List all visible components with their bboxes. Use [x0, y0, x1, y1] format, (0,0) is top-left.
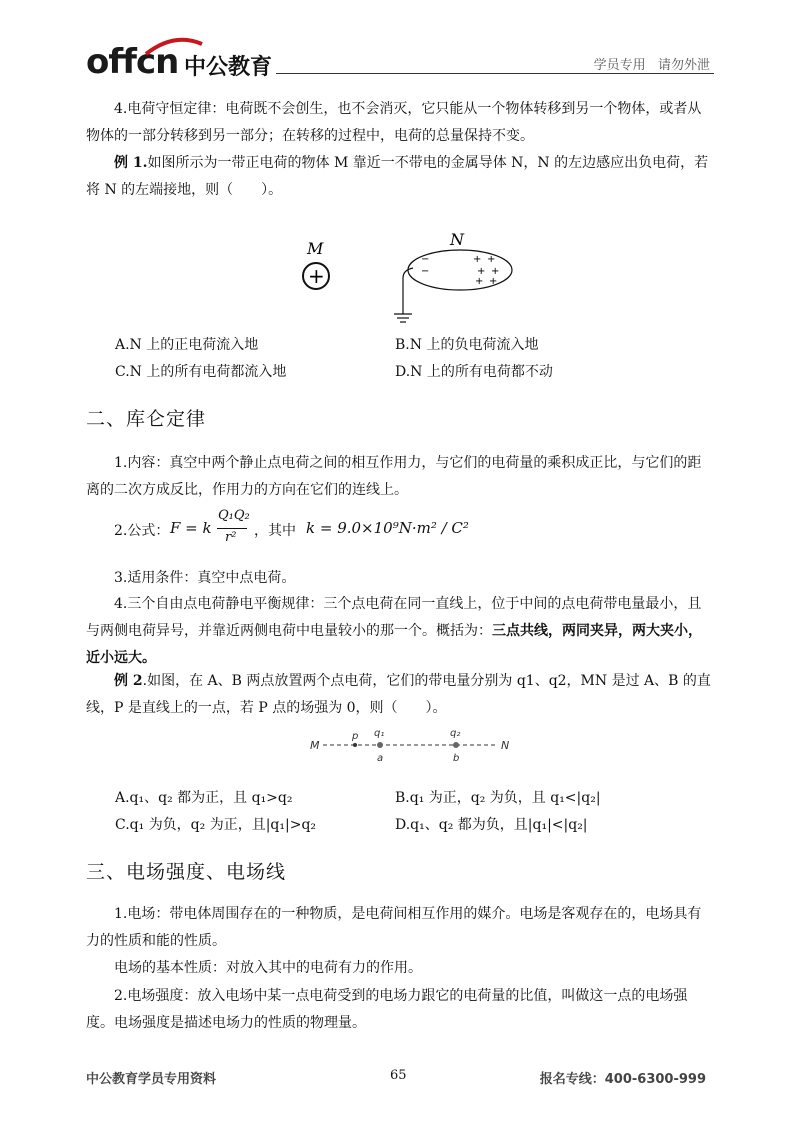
neg-charge-1: − [421, 254, 430, 265]
ex1-option-c: C.N 上的所有电荷都流入地 [115, 364, 287, 380]
ex2-option-a: A.q₁、q₂ 都为正，且 q₁>q₂ [115, 790, 293, 806]
ex2-option-c: C.q₁ 为负，q₂ 为正，且|q₁|>q₂ [115, 817, 317, 833]
formula-k: k = 9.0×10⁹N·m² / C² [306, 519, 469, 537]
three-charge-rule-text: 4.三个自由点电荷静电平衡规律：三个点电荷在同一直线上，位于中间的点电荷带电量最小，且与两侧电荷异号，并靠近两侧电荷中电量较小的那一个。概括为： [86, 596, 702, 639]
page-number: 65 [390, 1068, 407, 1083]
formula-lhs: F = k [170, 519, 212, 537]
label-b: b [453, 753, 460, 764]
formula-prefix: 2.公式： [114, 523, 170, 539]
ex2-option-d: D.q₁、q₂ 都为负，且|q₁|<|q₂| [395, 817, 588, 833]
example-1-text: 如图所示为一带正电荷的物体 M 靠近一不带电的金属导体 N，N 的左边感应出负电荷，若将 N 的左端接地，则（ ）。 [86, 155, 709, 198]
label-p: p [352, 731, 359, 742]
example-1 [86, 150, 714, 204]
formula-denominator: r² [225, 530, 237, 545]
example-2-text: .如图，在 A、B 两点放置两个点电荷，它们的带电量分别为 q1、q2，MN 是过 A、B 的直线，P 是直线上的一点，若 P 点的场强为 0，则（ ）。 [86, 673, 711, 716]
header [86, 40, 714, 80]
logo-cn: 中公教育 [184, 55, 273, 80]
ex1-option-b: B.N 上的负电荷流入地 [395, 337, 539, 353]
pos-charge-4: + [491, 266, 500, 277]
figure-line-charges [305, 726, 525, 766]
three-charge-rule-summary: 三点共线，两同夹异，两大夹小，近小远大。 [86, 623, 702, 666]
figure-induction [295, 228, 525, 328]
ground-wire [403, 268, 413, 314]
electric-field-definition: 1.电场：带电体周围存在的一种物质，是电荷间相互作用的媒介。电场是客观存在的，电场具有力的性质和能的性质。 [86, 906, 702, 949]
formula-fraction-bar [217, 528, 247, 529]
charge-m-plus: + [308, 264, 325, 288]
label-n: N [501, 739, 510, 752]
ex1-option-d: D.N 上的所有电荷都不动 [395, 364, 553, 380]
pos-charge-1: + [473, 254, 482, 265]
label-m: M [310, 739, 320, 752]
pos-charge-2: + [487, 254, 496, 265]
ex2-option-b: B.q₁ 为正，q₂ 为负，且 q₁<|q₂| [395, 790, 601, 806]
logo-swoosh-icon [144, 36, 204, 56]
label-q1: q₁ [374, 728, 385, 739]
label-a: a [377, 753, 384, 764]
header-rule [276, 73, 714, 74]
pos-charge-3: + [477, 266, 486, 277]
point-b [453, 742, 459, 748]
footer-right: 报名专线：400-6300-999 [539, 1072, 706, 1087]
example-2-label: 例 2 [114, 673, 143, 689]
figure-label-m: M [307, 239, 324, 258]
pos-charge-6: + [489, 276, 498, 287]
formula-numerator: Q₁Q₂ [218, 508, 250, 523]
neg-charge-2: − [421, 266, 430, 277]
coulomb-condition: 3.适用条件：真空中点电荷。 [114, 570, 296, 586]
section-heading-coulomb: 二、库仑定律 [86, 408, 207, 430]
pos-charge-5: + [475, 276, 484, 287]
example-2 [86, 668, 714, 722]
ex1-option-a: A.N 上的正电荷流入地 [115, 337, 259, 353]
electric-field-property: 电场的基本性质：对放入其中的电荷有力的作用。 [114, 960, 422, 976]
point-p [353, 743, 357, 747]
formula-mid: ，其中 [254, 523, 296, 539]
example-1-label: 例 1. [114, 155, 148, 171]
paragraph-charge-conservation: 4.电荷守恒定律：电荷既不会创生，也不会消灭，它只能从一个物体转移到另一个物体，或者从物体的一部分转移到另一部分；在转移的过程中，电荷的总量保持不变。 [86, 101, 702, 144]
header-right-text: 学员专用 请勿外泄 [593, 58, 710, 73]
label-q2: q₂ [450, 728, 461, 739]
point-a [377, 742, 383, 748]
field-strength-definition: 2.电场强度：放入电场中某一点电荷受到的电场力跟它的电荷量的比值，叫做这一点的电场强度。电场强度是描述电场力的性质的物理量。 [86, 988, 688, 1031]
logo-latin: offcn [86, 42, 179, 82]
coulomb-content: 1.内容：真空中两个静止点电荷之间的相互作用力，与它们的电荷量的乘积成正比，与它们的距离的二次方成反比，作用力的方向在它们的连线上。 [86, 455, 702, 498]
section-heading-electric-field: 三、电场强度、电场线 [86, 861, 287, 883]
footer-left: 中公教育学员专用资料 [86, 1072, 217, 1087]
three-charge-rule [86, 591, 714, 672]
figure-label-n: N [450, 230, 464, 249]
